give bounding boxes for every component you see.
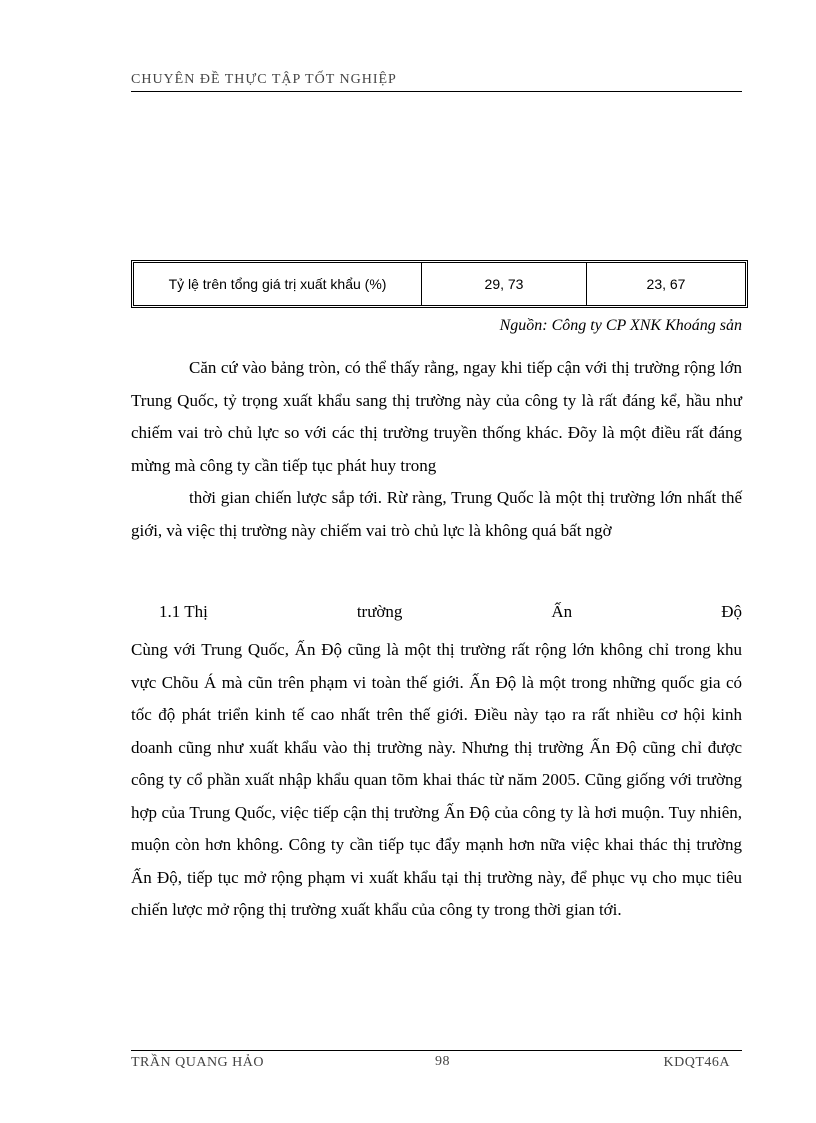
footer-author: TRẦN QUANG HẢO — [131, 1055, 264, 1070]
table-source-note: Nguồn: Công ty CP XNK Khoáng sản — [499, 317, 742, 334]
section-heading-word-2: trường — [356, 602, 403, 621]
header-title: CHUYÊN ĐỀ THỰC TẬP TỐT NGHIỆP — [131, 72, 397, 87]
section-heading — [159, 596, 742, 628]
table-row — [134, 263, 745, 305]
section-heading-word-1: 1.1 Thị — [159, 602, 208, 621]
table-cell-value-1: 29, 73 — [422, 263, 587, 305]
footer-class-code: KDQT46A — [663, 1055, 730, 1070]
section-heading-word-4: Độ — [721, 602, 742, 621]
page-header — [131, 72, 742, 92]
table-cell-label: Tỷ lệ trên tổng giá trị xuất khẩu (%) — [168, 276, 387, 292]
data-table — [131, 260, 748, 308]
paragraph-1: Căn cứ vào bảng tròn, có thể thấy rằng, ngay khi tiếp cận với thị trường rộng lớn Trung Quốc, tỷ trọng xuất khẩu sang thị trường này của công ty là rất đáng kể, hầu như chiếm vai trò chủ lực so với các thị trường truyền thống khác. Đõy là một điều rất đáng mừng mà công ty cần tiếp tục phát huy trong — [131, 358, 742, 475]
page-footer — [131, 1050, 742, 1070]
paragraph-3: Cùng với Trung Quốc, Ấn Độ cũng là một thị trường rất rộng lớn không chỉ trong khu vực Chõu Á mà cũn trên phạm vi toàn thế giới. Ấn Độ là một trong những quốc gia có tốc độ phát triển kinh tế cao nhất trên thế giới. Điều này tạo ra rất nhiều cơ hội kinh doanh cũng như xuất khẩu vào thị trường này. Nhưng thị trường Ấn Độ cũng chỉ được công ty cổ phần xuất nhập khẩu quan tõm khai thác từ năm 2005. Cũng giống với trường hợp của Trung Quốc, việc tiếp cận thị trường Ấn Độ của công ty là hơi muộn. Tuy nhiên, muộn còn hơn không. Công ty cần tiếp tục đẩy mạnh hơn nữa việc khai thác thị trường Ấn Độ, tiếp tục mở rộng phạm vi xuất khẩu tại thị trường này, để phục vụ cho mục tiêu chiến lược mở rộng thị trường xuất khẩu của công ty trong thời gian tới. — [131, 640, 742, 919]
table-cell-value-2: 23, 67 — [587, 263, 746, 305]
paragraph-2: thời gian chiến lược sắp tới. Rừ ràng, Trung Quốc là một thị trường lớn nhất thế giới, và việc thị trường này chiếm vai trò chủ lực là không quá bất ngờ — [131, 488, 742, 540]
page-number: 98 — [435, 1054, 450, 1069]
section-heading-word-3: Ấn — [551, 602, 573, 621]
